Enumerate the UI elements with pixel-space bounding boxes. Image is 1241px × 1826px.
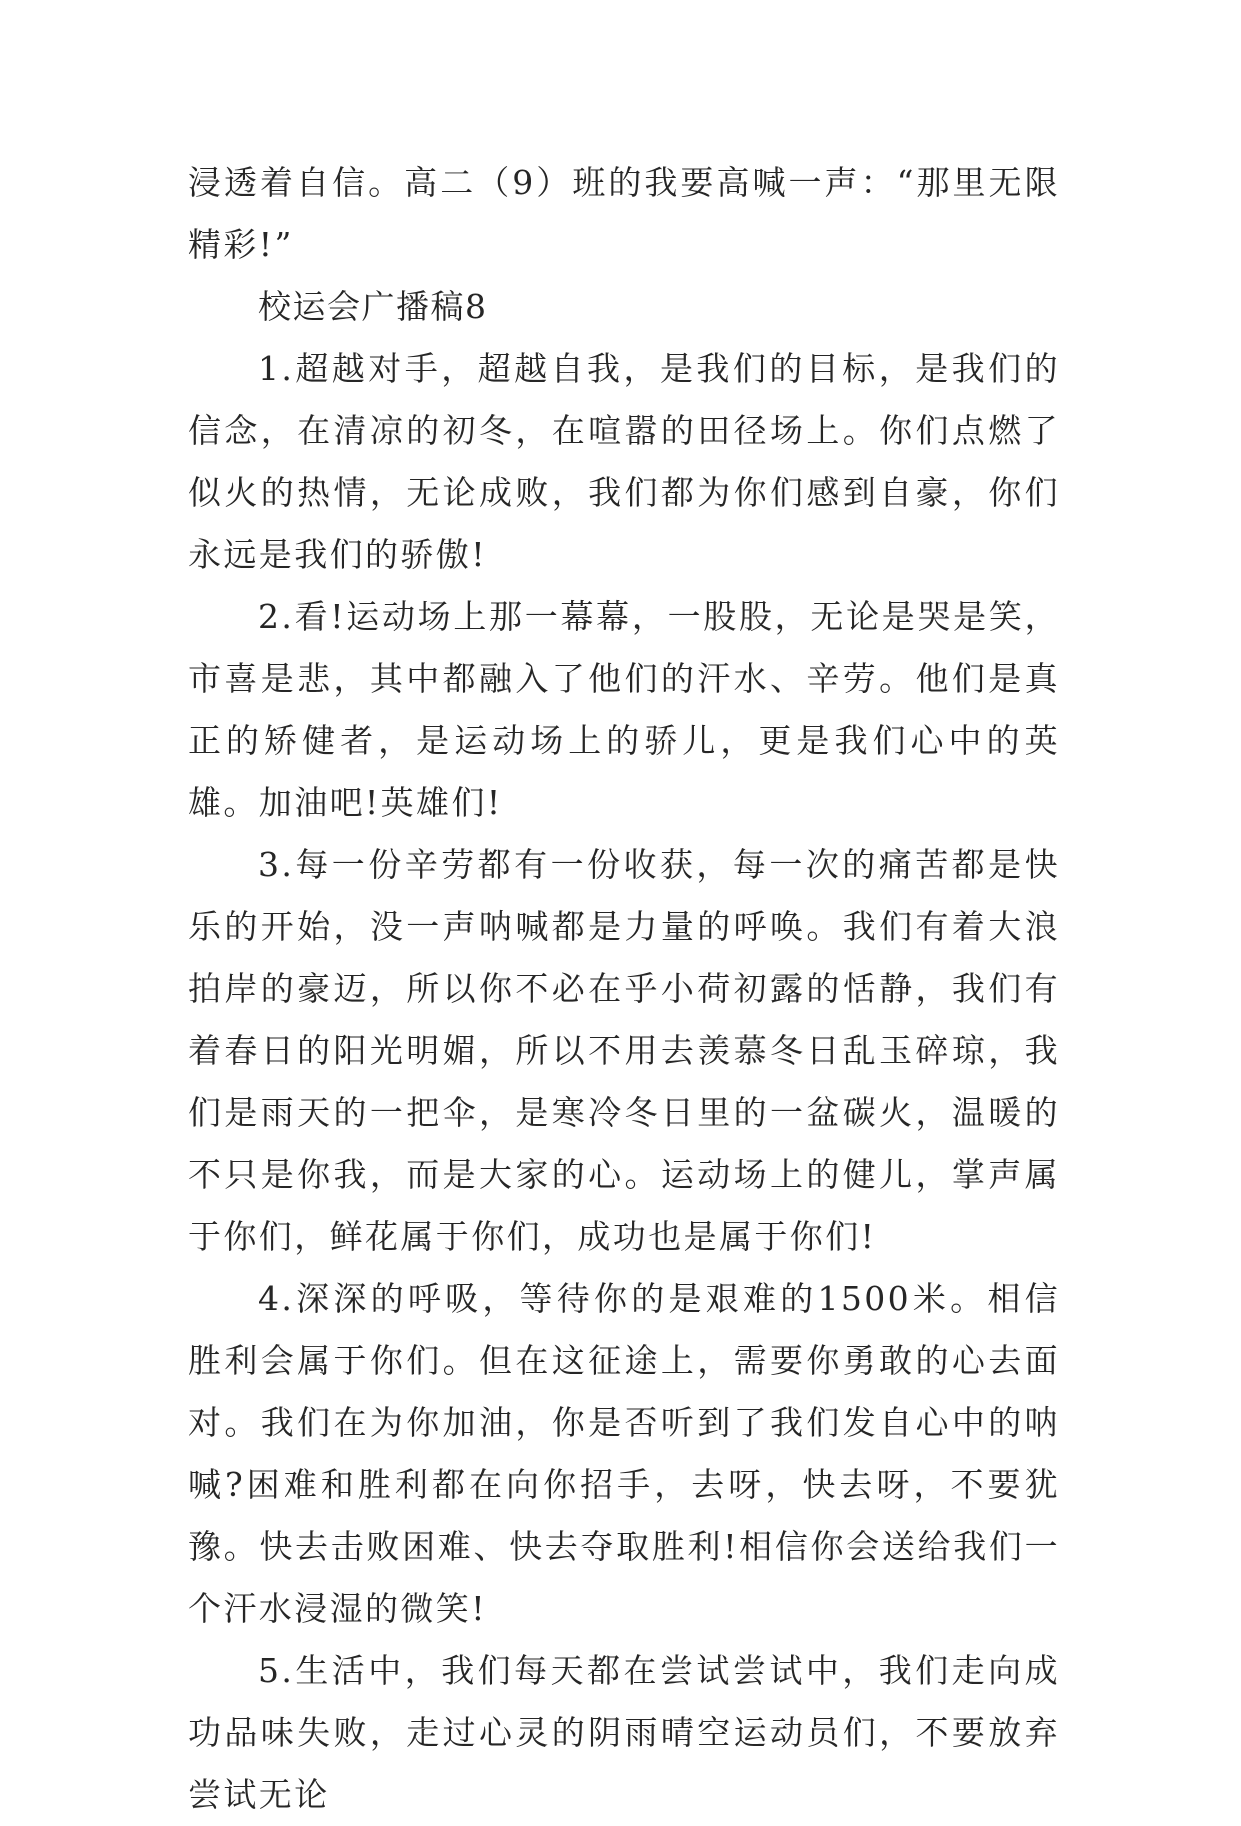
paragraph-item-5: 5.生活中，我们每天都在尝试尝试中，我们走向成功品味失败，走过心灵的阴雨晴空运动员们，不要放弃尝试无论 bbox=[188, 1651, 1060, 1814]
paragraph-item-2: 2.看!运动场上那一幕幕，一股股，无论是哭是笑，市喜是悲，其中都融入了他们的汗水、辛劳。他们是真正的矫健者，是运动场上的骄儿，更是我们心中的英雄。加油吧!英雄们! bbox=[188, 597, 1060, 822]
document-body bbox=[188, 152, 1060, 1826]
continuation-paragraph: 浸透着自信。高二（9）班的我要高喊一声：“那里无限精彩!” bbox=[188, 163, 1060, 264]
paragraph-item-3: 3.每一份辛劳都有一份收获，每一次的痛苦都是快乐的开始，没一声呐喊都是力量的呼唤。我们有着大浪拍岸的豪迈，所以你不必在乎小荷初露的恬静，我们有着春日的阳光明媚，所以不用去羡慕冬日乱玉碎琼，我们是雨天的一把伞，是寒冷冬日里的一盆碳火，温暖的不只是你我，而是大家的心。运动场上的健儿，掌声属于你们，鲜花属于你们，成功也是属于你们! bbox=[188, 845, 1060, 1256]
paragraph-item-4: 4.深深的呼吸，等待你的是艰难的1500米。相信胜利会属于你们。但在这征途上，需要你勇敢的心去面对。我们在为你加油，你是否听到了我们发自心中的呐喊?困难和胜利都在向你招手，去呀，快去呀，不要犹豫。快去击败困难、快去夺取胜利!相信你会送给我们一个汗水浸湿的微笑! bbox=[188, 1279, 1060, 1628]
section-heading: 校运会广播稿8 bbox=[258, 287, 488, 326]
paragraph-item-1: 1.超越对手，超越自我，是我们的目标，是我们的信念，在清凉的初冬，在喧嚣的田径场上。你们点燃了似火的热情，无论成败，我们都为你们感到自豪，你们永远是我们的骄傲! bbox=[188, 349, 1060, 574]
